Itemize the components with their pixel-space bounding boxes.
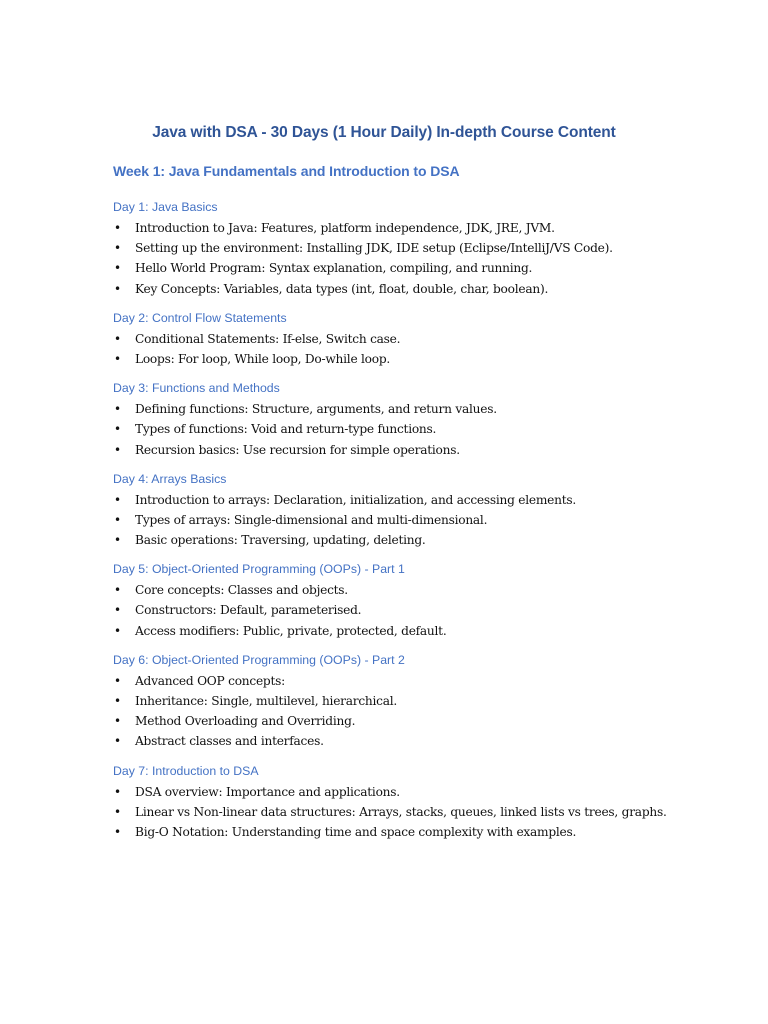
bullet-icon: •	[114, 824, 121, 839]
list-item	[113, 258, 733, 278]
list-item-text: Linear vs Non-linear data structures: Arrays, stacks, queues, linked lists vs trees, graphs.	[135, 804, 667, 819]
list-item	[113, 419, 733, 439]
day-section	[113, 763, 733, 843]
bullet-icon: •	[114, 402, 121, 417]
day-section	[113, 652, 733, 752]
bullet-icon: •	[114, 533, 121, 548]
bullet-icon: •	[114, 221, 121, 235]
list-item-text: Types of functions: Void and return-type functions.	[135, 422, 437, 437]
day-section	[113, 310, 733, 369]
bullet-list	[113, 782, 733, 843]
list-item-text: Inheritance: Single, multilevel, hierarchical.	[135, 694, 398, 708]
list-item-text: Conditional Statements: If-else, Switch case.	[135, 331, 401, 346]
bullet-icon: •	[114, 603, 121, 618]
day-section	[113, 471, 733, 551]
list-item-text: Recursion basics: Use recursion for simple operations.	[135, 442, 460, 457]
bullet-icon: •	[114, 442, 121, 457]
list-item	[113, 490, 733, 510]
list-item	[113, 349, 733, 369]
bullet-list	[113, 580, 733, 641]
list-item-text: Loops: For loop, While loop, Do-while loop.	[135, 351, 391, 366]
bullet-icon: •	[114, 673, 121, 688]
bullet-icon: •	[114, 714, 121, 729]
bullet-list	[113, 490, 733, 551]
list-item	[113, 279, 733, 299]
day-heading: Day 5: Object-Oriented Programming (OOPs) - Part 1	[113, 562, 405, 577]
list-item-text: Advanced OOP concepts:	[135, 673, 285, 688]
list-item	[113, 621, 733, 641]
bullet-icon: •	[114, 694, 121, 708]
list-item-text: DSA overview: Importance and applications.	[135, 784, 400, 799]
day-heading: Day 7: Introduction to DSA	[113, 763, 259, 778]
bullet-icon: •	[114, 784, 121, 799]
bullet-icon: •	[114, 261, 121, 276]
list-item	[113, 671, 733, 691]
list-item-text: Big-O Notation: Understanding time and space complexity with examples.	[135, 824, 577, 839]
bullet-icon: •	[114, 241, 121, 256]
list-item	[113, 802, 733, 822]
list-item	[113, 822, 733, 842]
bullet-list	[113, 399, 733, 460]
bullet-list	[113, 671, 733, 752]
bullet-icon: •	[114, 331, 121, 346]
list-item	[113, 440, 733, 460]
list-item	[113, 510, 733, 530]
list-item-text: Introduction to Java: Features, platform independence, JDK, JRE, JVM.	[135, 221, 555, 235]
list-item	[113, 218, 733, 238]
list-item-text: Constructors: Default, parameterised.	[135, 603, 362, 618]
list-item-text: Abstract classes and interfaces.	[135, 734, 324, 749]
list-item-text: Method Overloading and Overriding.	[135, 714, 356, 729]
list-item-text: Defining functions: Structure, arguments, and return values.	[135, 402, 497, 417]
list-item-text: Types of arrays: Single-dimensional and multi-dimensional.	[135, 512, 488, 527]
day-section	[113, 199, 733, 299]
list-item-text: Setting up the environment: Installing JDK, IDE setup (Eclipse/IntelliJ/VS Code).	[135, 241, 613, 256]
list-item-text: Core concepts: Classes and objects.	[135, 583, 348, 598]
day-heading: Day 2: Control Flow Statements	[113, 310, 287, 325]
document-title: Java with DSA - 30 Days (1 Hour Daily) In-depth Course Content	[152, 124, 616, 141]
bullet-icon: •	[114, 281, 121, 296]
list-item	[113, 691, 733, 711]
day-section	[113, 561, 733, 641]
list-item	[113, 580, 733, 600]
list-item	[113, 731, 733, 751]
day-heading: Day 3: Functions and Methods	[113, 381, 280, 396]
list-item	[113, 329, 733, 349]
list-item	[113, 782, 733, 802]
day-section	[113, 380, 733, 460]
bullet-list	[113, 218, 733, 299]
list-item	[113, 600, 733, 620]
list-item	[113, 399, 733, 419]
bullet-icon: •	[114, 623, 121, 638]
day-heading: Day 4: Arrays Basics	[113, 471, 227, 486]
bullet-icon: •	[114, 804, 121, 819]
bullet-list	[113, 329, 733, 369]
week-heading: Week 1: Java Fundamentals and Introduction to DSA	[113, 163, 460, 179]
bullet-icon: •	[114, 583, 121, 598]
bullet-icon: •	[114, 734, 121, 749]
bullet-icon: •	[114, 492, 121, 507]
bullet-icon: •	[114, 351, 121, 366]
bullet-icon: •	[114, 512, 121, 527]
list-item	[113, 711, 733, 731]
list-item-text: Hello World Program: Syntax explanation, compiling, and running.	[135, 261, 533, 276]
list-item-text: Access modifiers: Public, private, protected, default.	[135, 623, 447, 638]
bullet-icon: •	[114, 422, 121, 437]
list-item-text: Introduction to arrays: Declaration, initialization, and accessing elements.	[135, 492, 577, 507]
list-item-text: Key Concepts: Variables, data types (int, float, double, char, boolean).	[135, 281, 549, 296]
day-heading: Day 1: Java Basics	[113, 200, 218, 214]
day-heading: Day 6: Object-Oriented Programming (OOPs) - Part 2	[113, 652, 405, 667]
list-item	[113, 530, 733, 550]
list-item	[113, 238, 733, 258]
day-sections	[113, 199, 733, 853]
list-item-text: Basic operations: Traversing, updating, deleting.	[135, 533, 426, 548]
